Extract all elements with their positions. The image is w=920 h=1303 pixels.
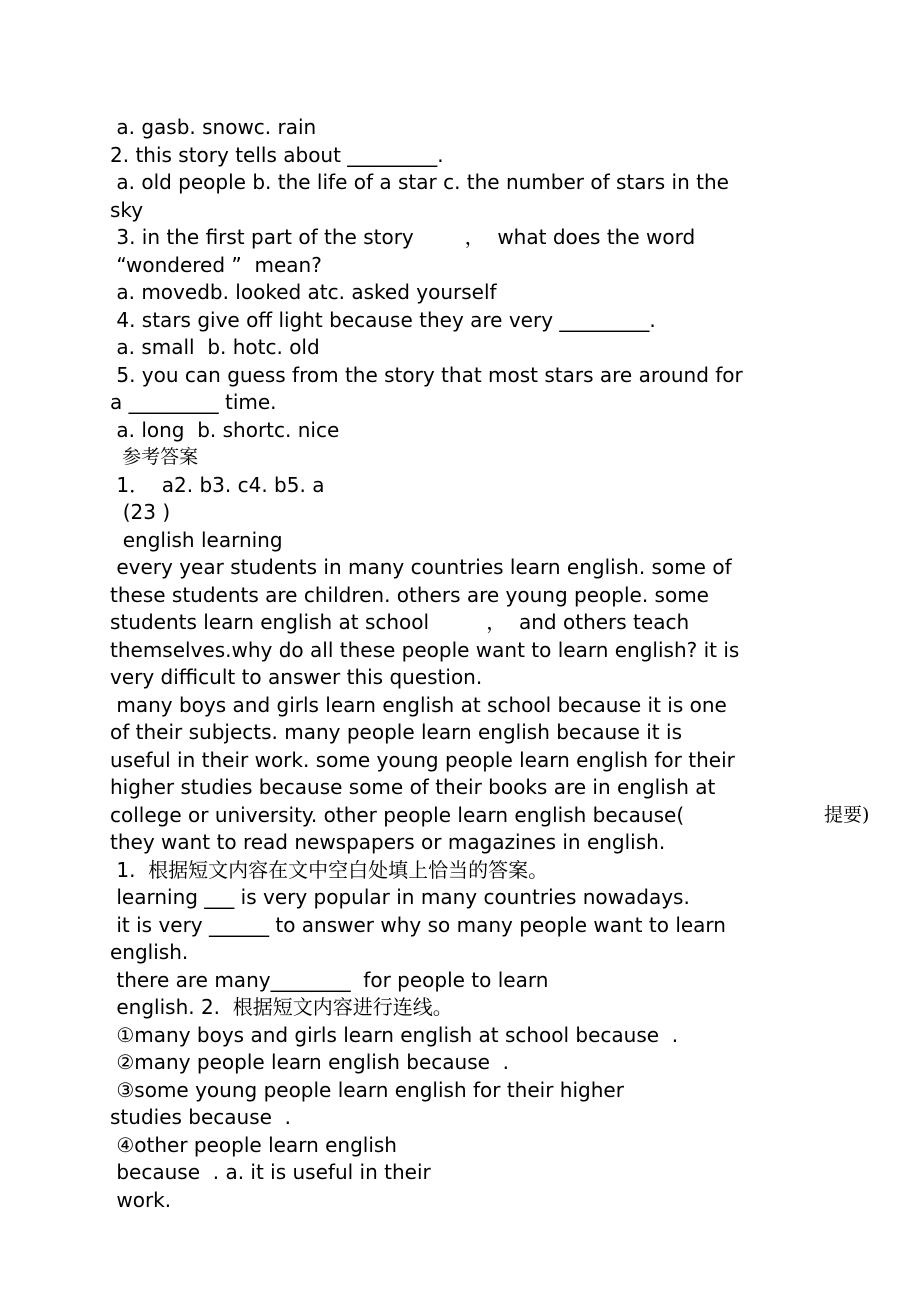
text-line: “wondered ” mean?: [110, 252, 322, 277]
answer-heading: 参考答案: [110, 446, 199, 468]
exercise-line: english.: [110, 940, 189, 964]
passage-line: very difficult to answer this question.: [110, 665, 483, 689]
matching-item: because . a. it is useful in their: [110, 1160, 431, 1184]
text-line: a _________ time.: [110, 390, 277, 414]
passage-line: of their subjects. many people learn english because it is: [110, 720, 682, 744]
text-line: 3. in the first part of the story ， what does the word: [110, 225, 696, 249]
passage-line: many boys and girls learn english at school because it is one: [110, 692, 727, 717]
passage-line: these students are children. others are young people. some: [110, 582, 709, 607]
exercise-line: there are many________ for people to learn: [110, 967, 549, 992]
text-line: 4. stars give off light because they are very _________.: [110, 307, 656, 332]
text-line: a. long b. shortc. nice: [110, 417, 340, 442]
matching-item: studies because .: [110, 1105, 291, 1129]
matching-item: ④other people learn english: [110, 1132, 397, 1157]
text-line: a. gasb. snowc. rain: [110, 115, 317, 139]
exercise-instruction: english. 2. 根据短文内容进行连线。: [110, 995, 453, 1019]
passage-line: every year students in many countries learn english. some of: [110, 555, 732, 579]
passage-line: useful in their work. some young people learn english for their: [110, 747, 735, 772]
exercise-line: learning ___ is very popular in many countries nowadays.: [110, 885, 690, 909]
text-line: a. old people b. the life of a star c. the number of stars in the: [110, 170, 729, 194]
passage-line: students learn english at school ， and others teach: [110, 610, 690, 634]
margin-note: 提要): [824, 804, 870, 826]
section-number: (23 ): [110, 500, 171, 524]
passage-line: they want to read newspapers or magazines in english.: [110, 830, 666, 854]
text-line: 5. you can guess from the story that most stars are around for: [110, 362, 743, 387]
text-line: 2. this story tells about _________.: [110, 142, 444, 167]
text-line: a. small b. hotc. old: [110, 335, 320, 359]
text-line: sky: [110, 197, 144, 222]
passage-line: college or university. other people learn english because(: [110, 802, 685, 827]
passage-line: higher studies because some of their books are in english at: [110, 775, 716, 799]
document-body: [110, 114, 800, 1214]
matching-item: ③some young people learn english for their higher: [110, 1077, 624, 1102]
answer-key: 1． a2. b3. c4. b5. a: [110, 472, 325, 497]
matching-item: work.: [110, 1187, 172, 1212]
text-line: a. movedb. looked atc. asked yourself: [110, 280, 497, 304]
exercise-line: it is very ______ to answer why so many people want to learn: [110, 912, 726, 937]
passage-title: english learning: [110, 527, 283, 552]
exercise-instruction: 1. 根据短文内容在文中空白处填上恰当的答案。: [110, 857, 549, 882]
matching-item: ②many people learn english because .: [110, 1050, 510, 1074]
matching-item: ①many boys and girls learn english at school because .: [110, 1022, 679, 1047]
passage-line: themselves.why do all these people want to learn english? it is: [110, 637, 740, 662]
